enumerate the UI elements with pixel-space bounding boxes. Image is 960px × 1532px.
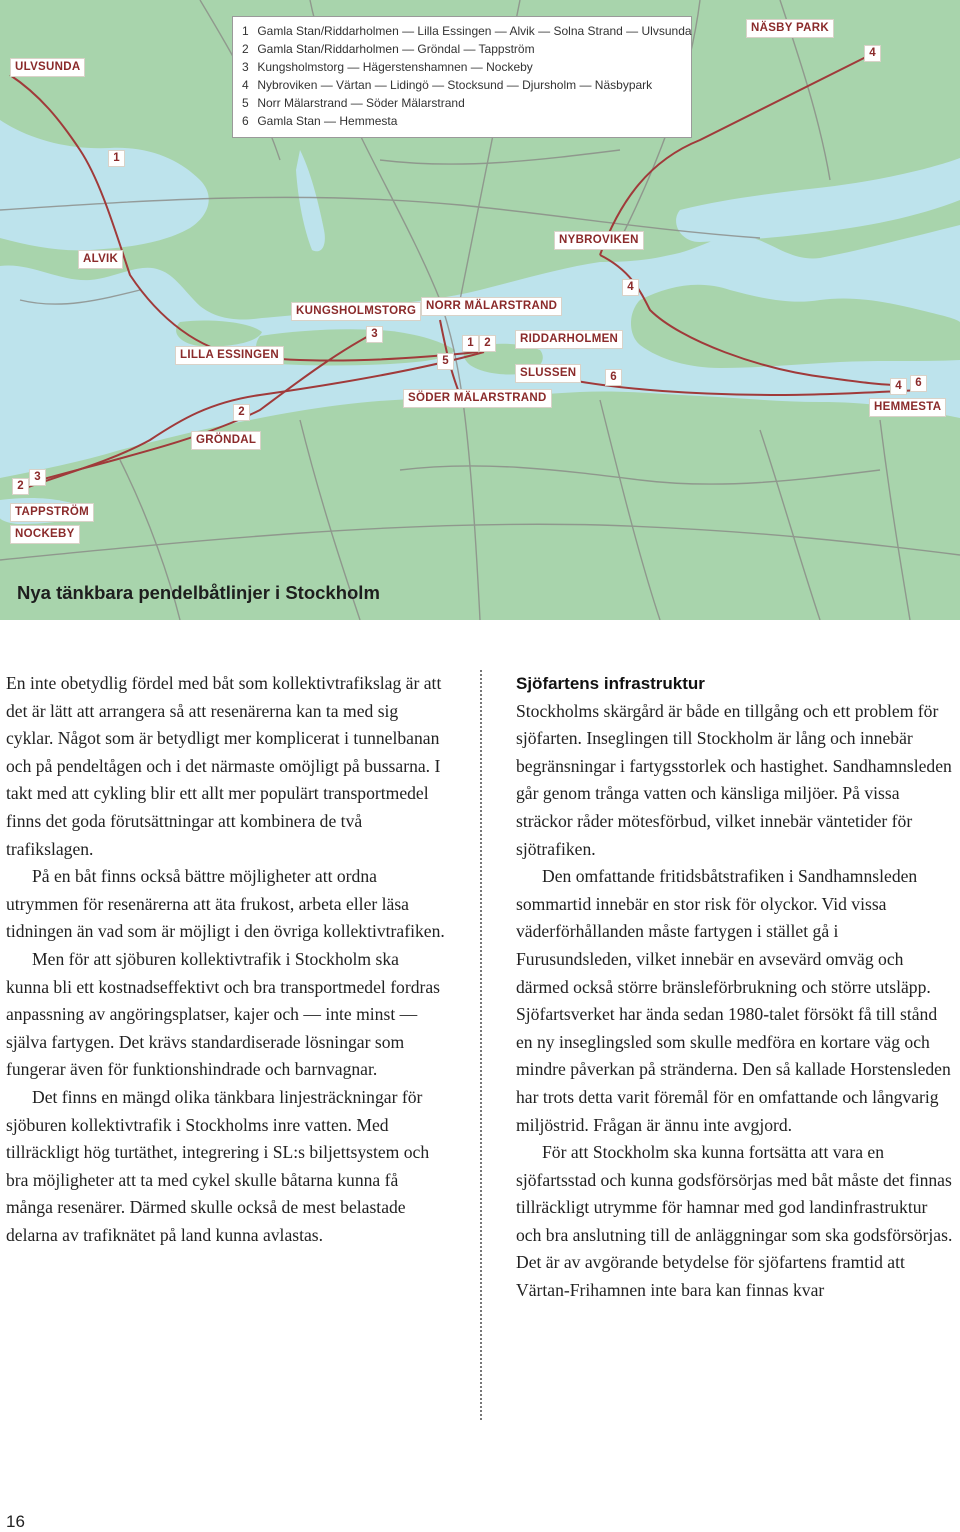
stop-riddarholmen: RIDDARHOLMEN <box>515 330 623 349</box>
legend-route: Kungsholmstorg — Hägerstenshamnen — Nockeby <box>257 60 533 74</box>
legend-line-number: 2 <box>242 42 249 56</box>
legend-line-number: 5 <box>242 96 249 110</box>
legend-row-3 <box>242 59 533 75</box>
line-marker-6: 6 <box>605 369 622 386</box>
legend-route: Gamla Stan/Riddarholmen — Gröndal — Tappström <box>257 42 535 56</box>
stop-nybroviken: NYBROVIKEN <box>554 231 644 250</box>
stop-grondal: GRÖNDAL <box>191 431 261 450</box>
map-title: Nya tänkbara pendelbåtlinjer i Stockholm <box>17 582 380 603</box>
legend-route: Nybroviken — Värtan — Lidingö — Stocksund — Djursholm — Näsbypark <box>257 78 653 92</box>
line-marker-1: 1 <box>108 150 125 167</box>
stop-hemmesta: HEMMESTA <box>869 398 946 417</box>
route-legend <box>232 16 692 138</box>
line-marker-2: 2 <box>233 404 250 421</box>
legend-route: Gamla Stan/Riddarholmen — Lilla Essingen — Alvik — Solna Strand — Ulvsunda <box>257 24 692 38</box>
legend-line-number: 3 <box>242 60 249 74</box>
legend-route: Norr Mälarstrand — Söder Mälarstrand <box>257 96 465 110</box>
stop-ulvsunda: ULVSUNDA <box>10 58 85 77</box>
legend-route: Gamla Stan — Hemmesta <box>257 114 398 128</box>
legend-row-2 <box>242 41 535 57</box>
legend-line-number: 1 <box>242 24 249 38</box>
paragraph: För att Stockholm ska kunna fortsätta att vara en sjöfartsstad och kunna godsförsörjas med båt måste det finnas tillräckligt utrymme för hamnar med god landinfrastruktur och bra anslutning till de anläggningar som ska godsförsörjas. Det är av avgörande betydelse för sjöfartens framtid att Värtan-Frihamnen inte bara kan finnas kvar <box>516 1142 953 1301</box>
line-marker-1: 1 <box>462 335 479 352</box>
legend-line-number: 4 <box>242 78 249 92</box>
stop-slussen: SLUSSEN <box>515 364 581 383</box>
stop-alvik: ALVIK <box>78 250 123 269</box>
line-marker-4: 4 <box>622 279 639 296</box>
stop-lilla-essingen: LILLA ESSINGEN <box>175 346 284 365</box>
column-divider <box>480 670 482 1420</box>
route-map <box>0 0 960 620</box>
line-marker-2: 2 <box>12 478 29 495</box>
line-marker-3: 3 <box>366 326 383 343</box>
article-right-column <box>516 670 956 1305</box>
paragraph: Men för att sjöburen kollektivtrafik i Stockholm ska kunna bli ett kostnadseffektivt och bra transportmedel fordras anpassning av angöringsplatser, kajer och — inte minst — själva fartygen. Det krävs standardiserade lösningar som fungerar även för funktionshindrade och barnvagnar. <box>6 948 441 1080</box>
stop-norr-malarstrand: NORR MÄLARSTRAND <box>421 297 562 316</box>
line-marker-4: 4 <box>890 378 907 395</box>
legend-row-5 <box>242 95 465 111</box>
legend-row-1 <box>242 23 692 39</box>
stop-kungsholmstorg: KUNGSHOLMSTORG <box>291 302 421 321</box>
stop-soder-malarstrand: SÖDER MÄLARSTRAND <box>403 389 552 408</box>
section-heading: Sjöfartens infrastruktur <box>516 674 705 693</box>
stop-tappstrom: TAPPSTRÖM <box>10 503 94 522</box>
article-left-column <box>6 670 446 1249</box>
line-marker-3: 3 <box>29 469 46 486</box>
paragraph: Den omfattande fritidsbåtstrafiken i Sandhamnsleden sommartid innebär en stor risk för olyckor. Vid vissa väderförhållanden måste fartygen i stället gå i Furusundsleden, vilket innebär en avsevärd omväg och därmed också större bränsleförbrukning och större utsläpp. Sjöfartsverket har ända sedan 1980-talet försökt få till stånd en ny inseglingsled som skulle medföra en kortare väg och mindre påverkan på stränderna. Den så kallade Horstensleden har trots detta varit föremål för en omfattande och långvarig miljöstrid. Frågan är ännu inte avgjord. <box>516 866 951 1135</box>
stop-nockeby: NOCKEBY <box>10 525 80 544</box>
legend-row-6 <box>242 113 397 129</box>
line-marker-4: 4 <box>864 45 881 62</box>
stop-nasby-park: NÄSBY PARK <box>746 19 834 38</box>
paragraph: Det finns en mängd olika tänkbara linjesträckningar för sjöburen kollektivtrafik i Stockholms inre vatten. Med tillräckligt hög turtäthet, integrering i SL:s biljettsystem och bra möjligheter att ta med cykel skulle båtarna kunna få många resenärer. Därmed skulle också de mest belastade delarna av trafiknätet på land kunna avlastas. <box>6 1086 430 1245</box>
legend-line-number: 6 <box>242 114 249 128</box>
legend-row-4 <box>242 77 652 93</box>
page-number: 16 <box>6 1512 25 1531</box>
paragraph: En inte obetydlig fördel med båt som kollektivtrafikslag är att det är lätt att arrangera så att resenärerna kan ta med sig cyklar. Något som är betydligt mer komplicerat i tunnelbanan och på pendeltågen och i det närmaste omöjligt på bussarna. I takt med att cykling blir ett allt mer populärt transportmedel finns det goda förutsättningar att kombinera de två trafikslagen. <box>6 673 442 859</box>
line-marker-6: 6 <box>910 375 927 392</box>
paragraph: På en båt finns också bättre möjligheter att ordna utrymmen för resenärerna att äta frukost, arbeta eller läsa tidningen än vad som är möjligt i den övriga kollektivtrafiken. <box>6 866 445 942</box>
paragraph: Stockholms skärgård är både en tillgång och ett problem för sjöfarten. Inseglingen till Stockholm är lång och innebär begränsningar i fartygsstorlek och hastighet. Sandhamnsleden går genom trånga vatten och känsliga miljöer. På vissa sträckor råder mötesförbud, vilket innebär väntetider för sjötrafiken. <box>516 700 952 859</box>
line-marker-5: 5 <box>437 353 454 370</box>
line-marker-2: 2 <box>479 335 496 352</box>
